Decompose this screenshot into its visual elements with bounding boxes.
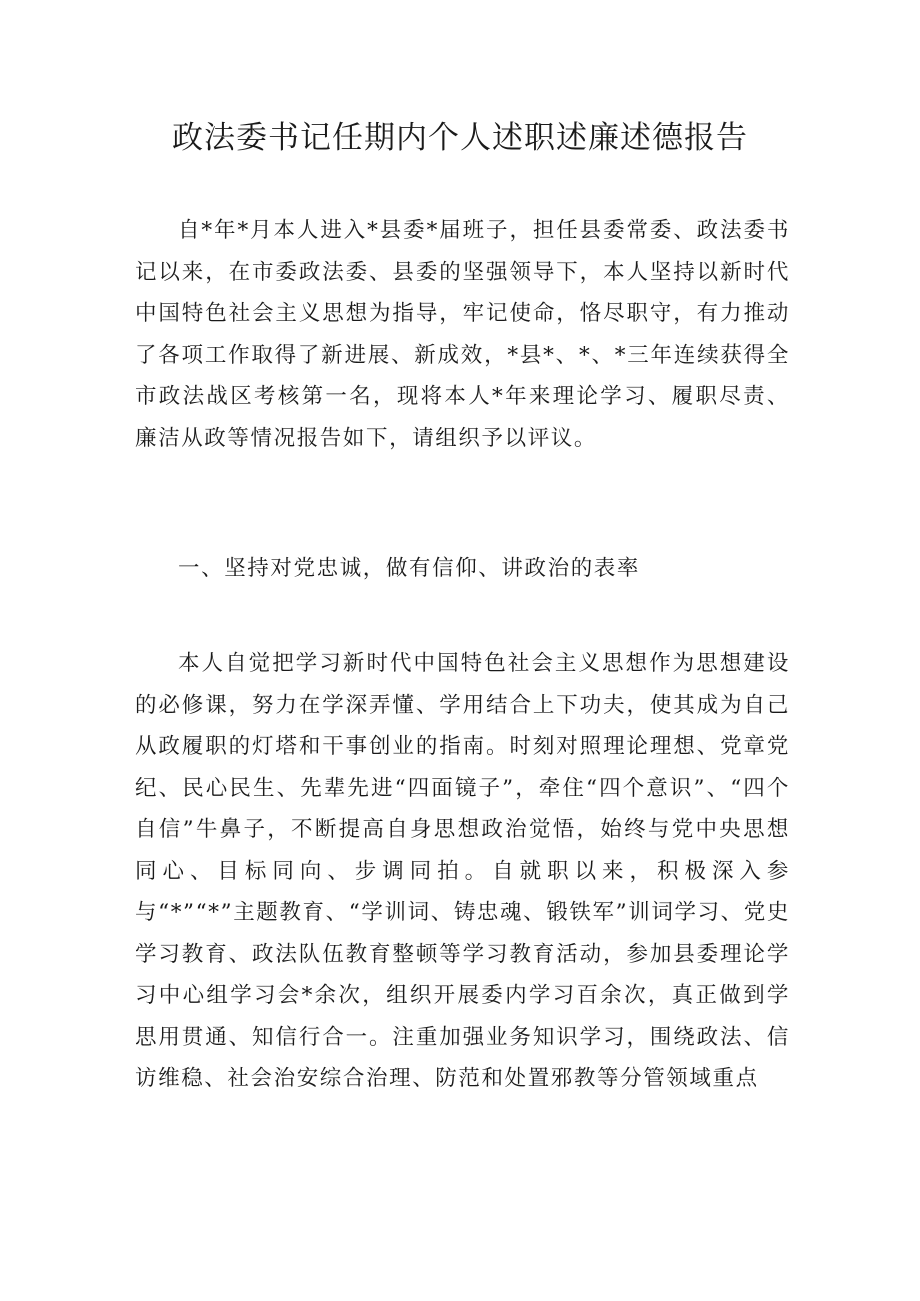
section-heading: 一、坚持对党忠诚，做有信仰、讲政治的表率 xyxy=(178,556,641,581)
document-title: 政法委书记任期内个人述职述廉述德报告 xyxy=(172,120,748,156)
body-paragraph: 本人自觉把学习新时代中国特色社会主义思想作为思想建设的必修课，努力在学深弄懂、学用结合上下功夫，使其成为自己从政履职的灯塔和干事创业的指南。时刻对照理论理想、党章党纪、民心民生、先辈先进“四面镜子”，牵住“四个意识”、“四个自信”牛鼻子，不断提高自身思想政治觉悟，始终与党中央思想同心、目标同向、步调同拍。自就职以来，积极深入参与“*”“*”主题教育、“学训词、铸忠魂、锻铁军”训词学习、党史学习教育、政法队伍教育整顿等学习教育活动，参加县委理论学习中心组学习会*余次，组织开展委内学习百余次，真正做到学思用贯通、知信行合一。注重加强业务知识学习，围绕政法、信访维稳、社会治安综合治理、防范和处置邪教等分管领域重点 xyxy=(135,651,790,1091)
intro-paragraph: 自*年*月本人进入*县委*届班子，担任县委常委、政法委书记以来，在市委政法委、县委的坚强领导下，本人坚持以新时代中国特色社会主义思想为指导，牢记使命，恪尽职守，有力推动了各项工作取得了新进展、新成效，*县*、*、*三年连续获得全市政法战区考核第一名，现将本人*年来理论学习、履职尽责、廉洁从政等情况报告如下，请组织予以评议。 xyxy=(135,218,790,451)
